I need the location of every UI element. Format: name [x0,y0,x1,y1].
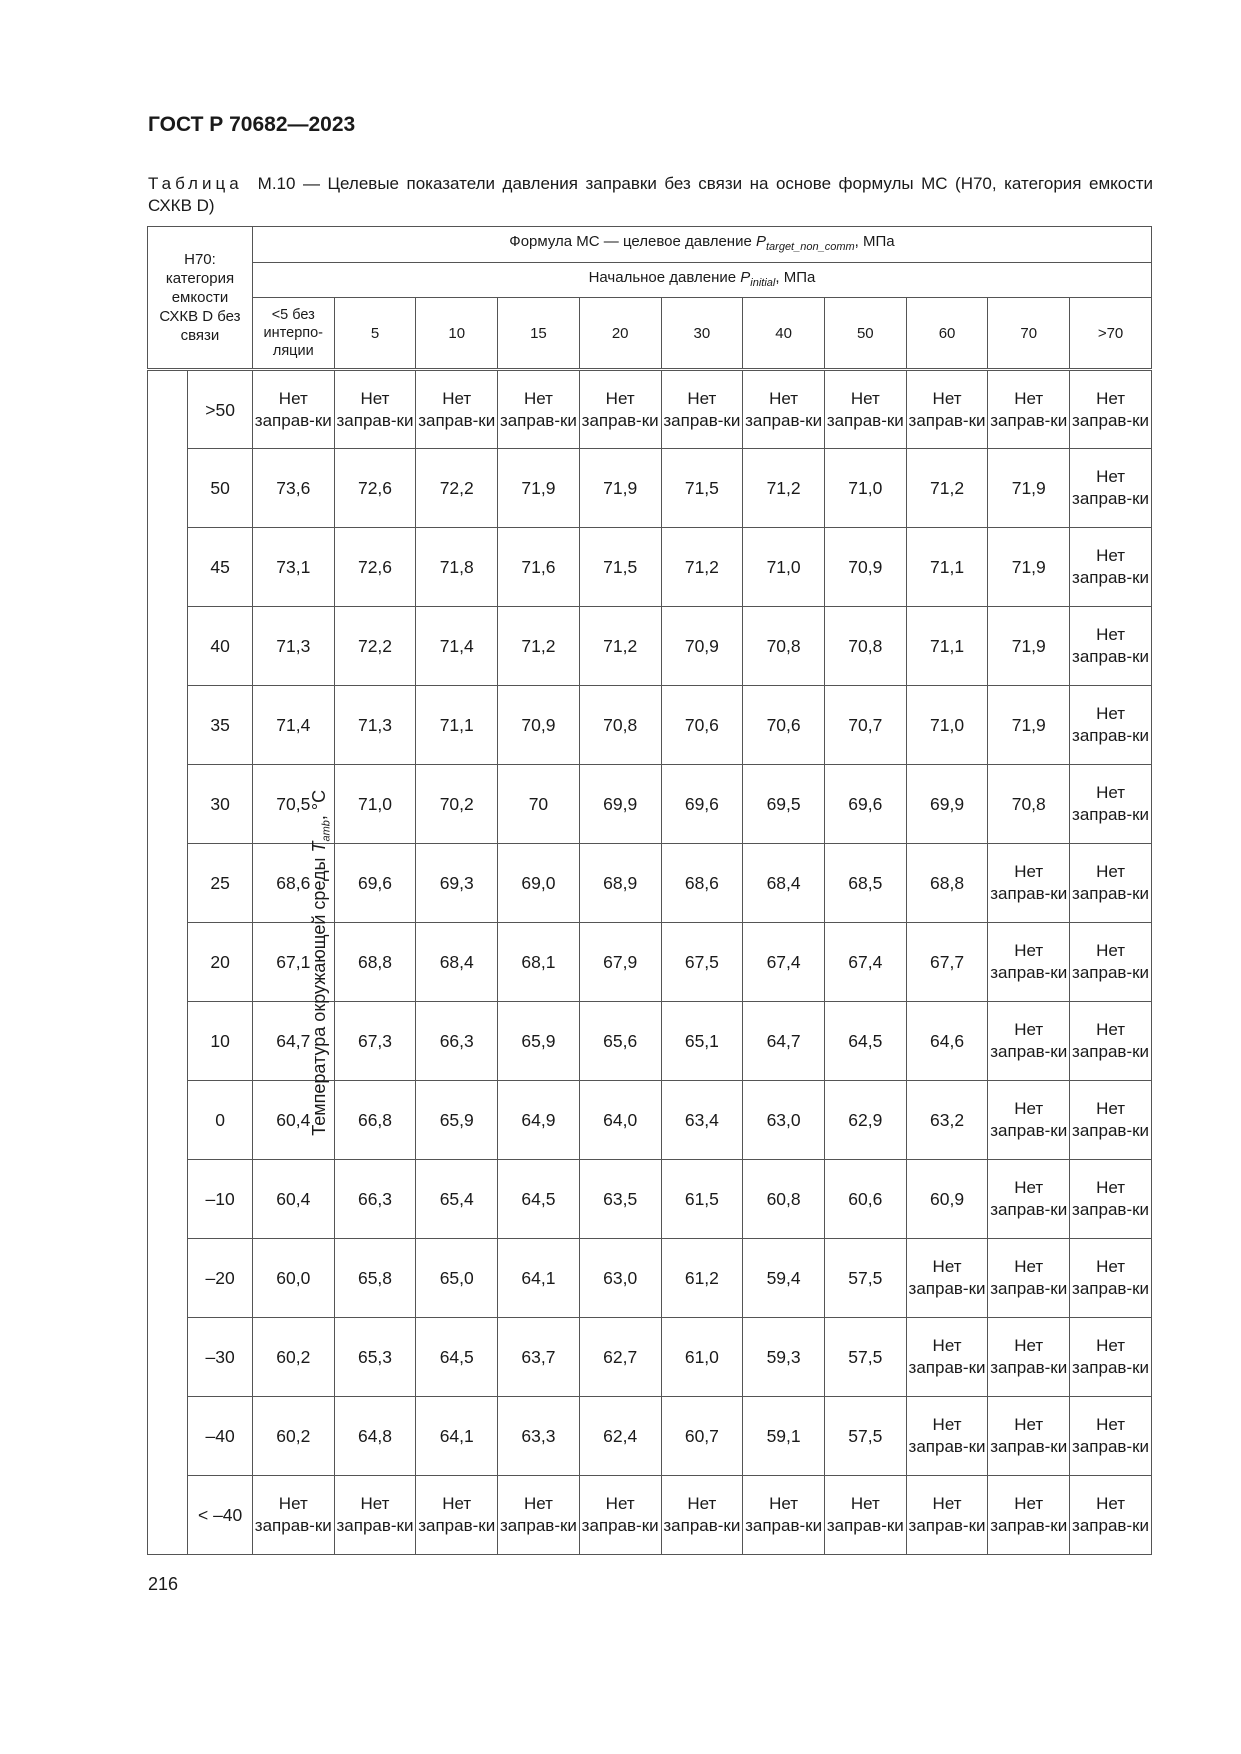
pressure-value-cell: 61,2 [661,1239,743,1318]
page-number: 216 [148,1574,179,1594]
pressure-value-cell: 71,5 [579,528,661,607]
pressure-value-cell: 71,0 [906,686,988,765]
pressure-value-cell: 65,8 [334,1239,416,1318]
pressure-value-cell: 71,1 [906,607,988,686]
table-row [148,1160,1152,1239]
no-fill-cell: Нет заправ-ки [906,1476,988,1555]
pressure-value-cell: 59,1 [743,1397,825,1476]
temperature-cell: 0 [188,1081,253,1160]
pressure-value-cell: 62,7 [579,1318,661,1397]
pressure-value-cell: 61,5 [661,1160,743,1239]
no-fill-cell: Нет заправ-ки [416,1476,498,1555]
temperature-cell: –10 [188,1160,253,1239]
pressure-value-cell: 69,6 [334,844,416,923]
temperature-cell: >50 [188,370,253,449]
pressure-value-cell: 71,9 [988,686,1070,765]
pressure-value-cell: 60,7 [661,1397,743,1476]
pressure-value-cell: 70,9 [498,686,580,765]
pressure-value-cell: 71,2 [743,449,825,528]
pressure-value-cell: 68,8 [906,844,988,923]
pressure-value-cell: 61,0 [661,1318,743,1397]
pressure-value-cell: 67,9 [579,923,661,1002]
no-fill-cell: Нет заправ-ки [1070,528,1152,607]
no-fill-cell: Нет заправ-ки [252,370,334,449]
pressure-value-cell: 57,5 [824,1397,906,1476]
temperature-cell: –20 [188,1239,253,1318]
column-header: 70 [988,298,1070,370]
no-fill-cell: Нет заправ-ки [252,1476,334,1555]
no-fill-cell: Нет заправ-ки [988,1318,1070,1397]
pressure-value-cell: 71,9 [498,449,580,528]
pressure-value-cell: 65,9 [498,1002,580,1081]
temperature-cell: 50 [188,449,253,528]
no-fill-cell: Нет заправ-ки [906,370,988,449]
temperature-cell: < –40 [188,1476,253,1555]
column-header: 10 [416,298,498,370]
table-row [148,1002,1152,1081]
document-code: ГОСТ Р 70682—2023 [148,113,356,136]
table-caption [148,173,1153,217]
pressure-value-cell: 71,3 [252,607,334,686]
pressure-value-cell: 71,2 [579,607,661,686]
no-fill-cell: Нет заправ-ки [1070,1318,1152,1397]
pressure-value-cell: 69,9 [579,765,661,844]
pressure-value-cell: 65,6 [579,1002,661,1081]
temperature-cell: 30 [188,765,253,844]
no-fill-cell: Нет заправ-ки [824,370,906,449]
pressure-value-cell: 71,9 [988,528,1070,607]
pressure-value-cell: 70,2 [416,765,498,844]
pressure-value-cell: 64,5 [416,1318,498,1397]
no-fill-cell: Нет заправ-ки [1070,1002,1152,1081]
no-fill-cell: Нет заправ-ки [1070,686,1152,765]
no-fill-cell: Нет заправ-ки [1070,449,1152,528]
no-fill-cell: Нет заправ-ки [988,1081,1070,1160]
temperature-cell: 45 [188,528,253,607]
pressure-value-cell: 60,2 [252,1318,334,1397]
pressure-value-cell: 65,9 [416,1081,498,1160]
pressure-value-cell: 64,7 [743,1002,825,1081]
column-header: 20 [579,298,661,370]
no-fill-cell: Нет заправ-ки [988,844,1070,923]
caption-prefix: Таблица [148,174,243,193]
no-fill-cell: Нет заправ-ки [743,370,825,449]
no-fill-cell: Нет заправ-ки [988,1239,1070,1318]
pressure-value-cell: 68,1 [498,923,580,1002]
no-fill-cell: Нет заправ-ки [1070,844,1152,923]
temperature-cell: 35 [188,686,253,765]
subgroup-header: Начальное давление $P_{initial}$, МПа [252,263,1151,298]
pressure-value-cell: 71,8 [416,528,498,607]
no-fill-cell: Нет заправ-ки [906,1397,988,1476]
pressure-value-cell: 63,0 [579,1239,661,1318]
column-header: 30 [661,298,743,370]
pressure-value-cell: 64,6 [906,1002,988,1081]
table-row [148,370,1152,449]
no-fill-cell: Нет заправ-ки [1070,1476,1152,1555]
pressure-value-cell: 65,3 [334,1318,416,1397]
pressure-value-cell: 69,3 [416,844,498,923]
no-fill-cell: Нет заправ-ки [988,923,1070,1002]
pressure-value-cell: 73,6 [252,449,334,528]
pressure-value-cell: 72,6 [334,528,416,607]
table-row [148,844,1152,923]
pressure-value-cell: 70,9 [661,607,743,686]
pressure-value-cell: 71,2 [498,607,580,686]
pressure-value-cell: 70,8 [743,607,825,686]
pressure-value-cell: 70,6 [661,686,743,765]
table-row [148,1081,1152,1160]
column-header: 15 [498,298,580,370]
temperature-cell: 40 [188,607,253,686]
column-header: <5 без интерпо-ляции [252,298,334,370]
no-fill-cell: Нет заправ-ки [988,1476,1070,1555]
pressure-value-cell: 71,3 [334,686,416,765]
no-fill-cell: Нет заправ-ки [1070,1239,1152,1318]
pressure-value-cell: 60,0 [252,1239,334,1318]
pressure-value-cell: 70,6 [743,686,825,765]
no-fill-cell: Нет заправ-ки [661,370,743,449]
no-fill-cell: Нет заправ-ки [824,1476,906,1555]
pressure-value-cell: 62,4 [579,1397,661,1476]
pressure-value-cell: 67,5 [661,923,743,1002]
no-fill-cell: Нет заправ-ки [334,370,416,449]
pressure-value-cell: 68,4 [743,844,825,923]
no-fill-cell: Нет заправ-ки [498,1476,580,1555]
temperature-cell: 10 [188,1002,253,1081]
column-header: 40 [743,298,825,370]
no-fill-cell: Нет заправ-ки [906,1318,988,1397]
no-fill-cell: Нет заправ-ки [1070,607,1152,686]
pressure-value-cell: 64,5 [498,1160,580,1239]
group-header: Формула МС — целевое давление $P_{target\_non\_comm}$, МПа [252,227,1151,263]
no-fill-cell: Нет заправ-ки [334,1476,416,1555]
pressure-value-cell: 71,1 [416,686,498,765]
pressure-value-cell: 71,0 [743,528,825,607]
pressure-value-cell: 71,9 [988,449,1070,528]
pressure-value-cell: 66,8 [334,1081,416,1160]
pressure-value-cell: 57,5 [824,1318,906,1397]
pressure-value-cell: 70 [498,765,580,844]
pressure-value-cell: 64,7 [252,1002,334,1081]
table-row [148,686,1152,765]
pressure-value-cell: 71,1 [906,528,988,607]
no-fill-cell: Нет заправ-ки [1070,370,1152,449]
table-row [148,1397,1152,1476]
pressure-value-cell: 71,4 [416,607,498,686]
no-fill-cell: Нет заправ-ки [661,1476,743,1555]
pressure-value-cell: 67,4 [743,923,825,1002]
no-fill-cell: Нет заправ-ки [1070,1081,1152,1160]
pressure-value-cell: 66,3 [416,1002,498,1081]
no-fill-cell: Нет заправ-ки [1070,1160,1152,1239]
pressure-value-cell: 71,9 [988,607,1070,686]
pressure-value-cell: 65,1 [661,1002,743,1081]
column-header: >70 [1070,298,1152,370]
pressure-value-cell: 59,3 [743,1318,825,1397]
pressure-value-cell: 69,9 [906,765,988,844]
table-row [148,1318,1152,1397]
caption-text: М.10 — Целевые показатели давления заправки без связи на основе формулы МС (H70, категория емкости СХКВ D) [148,174,1153,215]
pressure-value-cell: 67,1 [252,923,334,1002]
no-fill-cell: Нет заправ-ки [579,370,661,449]
pressure-value-cell: 64,1 [416,1397,498,1476]
pressure-value-cell: 59,4 [743,1239,825,1318]
pressure-value-cell: 72,2 [334,607,416,686]
pressure-value-cell: 71,0 [824,449,906,528]
pressure-value-cell: 64,5 [824,1002,906,1081]
no-fill-cell: Нет заправ-ки [988,1397,1070,1476]
no-fill-cell: Нет заправ-ки [988,1002,1070,1081]
pressure-value-cell: 60,6 [824,1160,906,1239]
no-fill-cell: Нет заправ-ки [416,370,498,449]
pressure-value-cell: 64,8 [334,1397,416,1476]
column-header: 5 [334,298,416,370]
pressure-value-cell: 57,5 [824,1239,906,1318]
temperature-cell: 20 [188,923,253,1002]
pressure-value-cell: 71,4 [252,686,334,765]
table-row [148,528,1152,607]
pressure-value-cell: 70,8 [579,686,661,765]
pressure-value-cell: 66,3 [334,1160,416,1239]
pressure-value-cell: 69,5 [743,765,825,844]
pressure-value-cell: 69,6 [661,765,743,844]
pressure-value-cell: 72,6 [334,449,416,528]
pressure-value-cell: 71,0 [334,765,416,844]
pressure-value-cell: 71,9 [579,449,661,528]
row-axis-label: Температура окружающей среды $T_{amb}$, °С [309,789,333,1136]
pressure-value-cell: 71,5 [661,449,743,528]
pressure-value-cell: 60,2 [252,1397,334,1476]
pressure-value-cell: 64,9 [498,1081,580,1160]
pressure-value-cell: 62,9 [824,1081,906,1160]
pressure-value-cell: 70,9 [824,528,906,607]
column-header: 50 [824,298,906,370]
column-header: 60 [906,298,988,370]
temperature-cell: –30 [188,1318,253,1397]
no-fill-cell: Нет заправ-ки [988,370,1070,449]
pressure-value-cell: 60,8 [743,1160,825,1239]
pressure-value-cell: 71,6 [498,528,580,607]
pressure-value-cell: 60,4 [252,1081,334,1160]
pressure-value-cell: 63,4 [661,1081,743,1160]
pressure-value-cell: 63,2 [906,1081,988,1160]
pressure-value-cell: 67,3 [334,1002,416,1081]
no-fill-cell: Нет заправ-ки [906,1239,988,1318]
pressure-value-cell: 72,2 [416,449,498,528]
pressure-value-cell: 68,4 [416,923,498,1002]
pressure-value-cell: 69,6 [824,765,906,844]
pressure-value-cell: 73,1 [252,528,334,607]
pressure-value-cell: 63,0 [743,1081,825,1160]
temperature-cell: –40 [188,1397,253,1476]
pressure-value-cell: 70,7 [824,686,906,765]
pressure-value-cell: 68,9 [579,844,661,923]
pressure-value-cell: 65,0 [416,1239,498,1318]
no-fill-cell: Нет заправ-ки [1070,1397,1152,1476]
pressure-value-cell: 70,5 [252,765,334,844]
pressure-value-cell: 68,8 [334,923,416,1002]
temperature-cell: 25 [188,844,253,923]
pressure-value-cell: 68,6 [252,844,334,923]
pressure-value-cell: 67,7 [906,923,988,1002]
table-row [148,765,1152,844]
pressure-value-cell: 65,4 [416,1160,498,1239]
pressure-value-cell: 68,5 [824,844,906,923]
pressure-value-cell: 63,3 [498,1397,580,1476]
pressure-value-cell: 70,8 [988,765,1070,844]
pressure-value-cell: 71,2 [906,449,988,528]
table-row [148,607,1152,686]
no-fill-cell: Нет заправ-ки [988,1160,1070,1239]
table-row [148,1476,1152,1555]
pressure-value-cell: 67,4 [824,923,906,1002]
corner-header: Н70: категория емкости СХКВ D без связи [148,227,253,370]
pressure-value-cell: 71,2 [661,528,743,607]
pressure-value-cell: 63,5 [579,1160,661,1239]
pressure-value-cell: 63,7 [498,1318,580,1397]
pressure-value-cell: 60,9 [906,1160,988,1239]
pressure-value-cell: 69,0 [498,844,580,923]
pressure-value-cell: 60,4 [252,1160,334,1239]
no-fill-cell: Нет заправ-ки [498,370,580,449]
table-row [148,449,1152,528]
no-fill-cell: Нет заправ-ки [579,1476,661,1555]
table-row [148,923,1152,1002]
no-fill-cell: Нет заправ-ки [743,1476,825,1555]
pressure-value-cell: 64,0 [579,1081,661,1160]
no-fill-cell: Нет заправ-ки [1070,765,1152,844]
pressure-table [147,226,1152,1555]
no-fill-cell: Нет заправ-ки [1070,923,1152,1002]
pressure-value-cell: 64,1 [498,1239,580,1318]
pressure-value-cell: 68,6 [661,844,743,923]
table-row [148,1239,1152,1318]
pressure-value-cell: 70,8 [824,607,906,686]
